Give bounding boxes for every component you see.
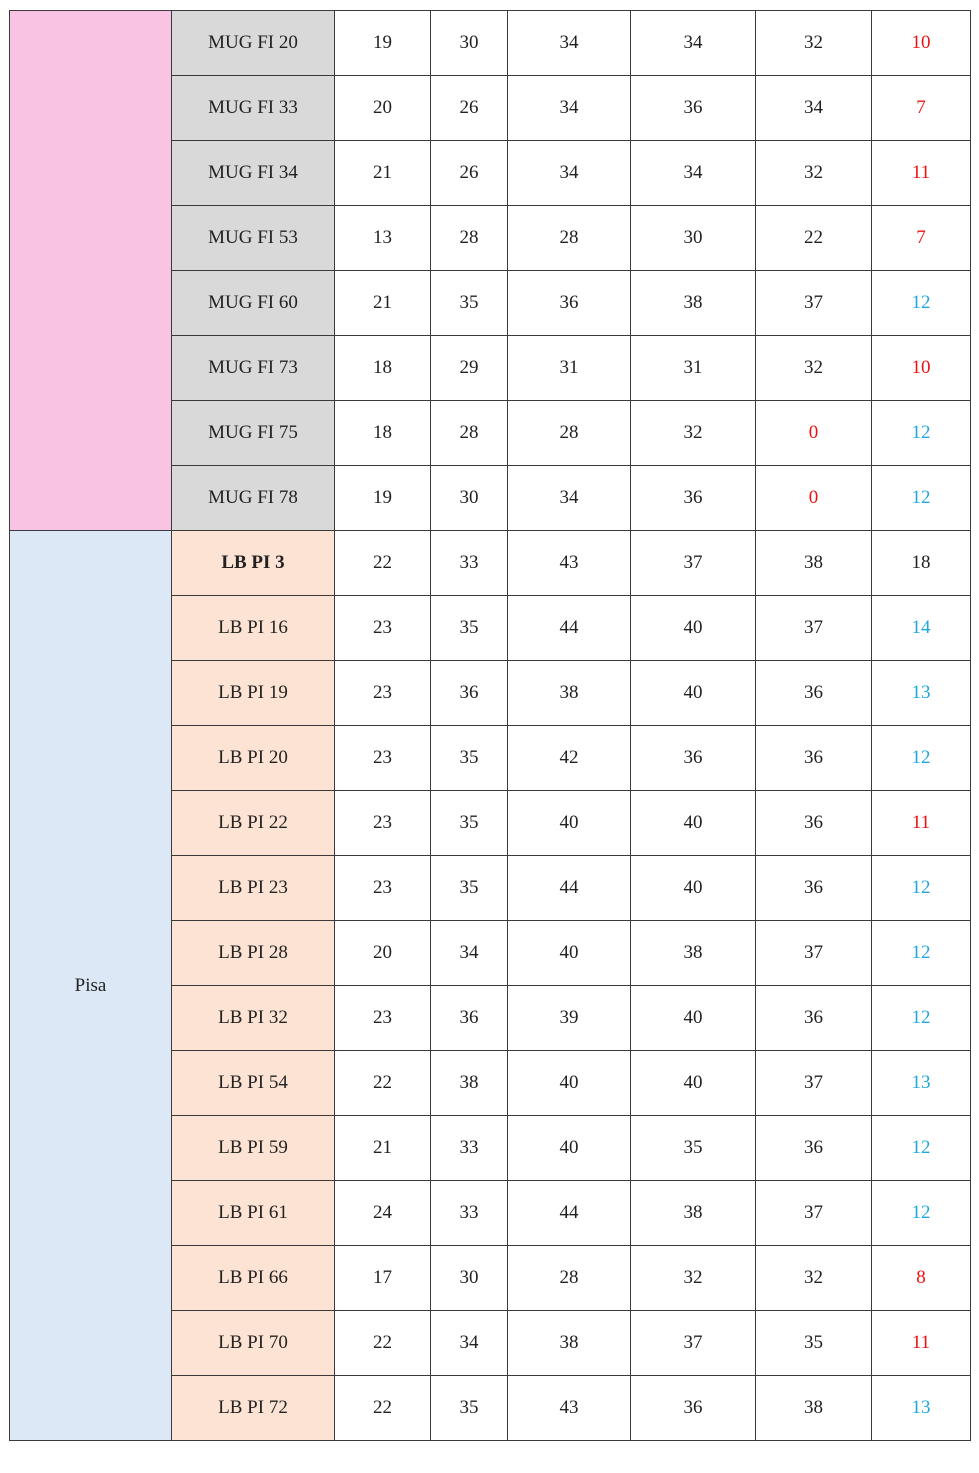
value-cell: 21 [335, 141, 431, 206]
sample-name-cell: LB PI 72 [172, 1376, 335, 1441]
value-cell: 43 [508, 1376, 631, 1441]
value-cell: 32 [631, 1246, 756, 1311]
value-cell: 32 [631, 401, 756, 466]
value-cell: 13 [335, 206, 431, 271]
value-cell: 40 [508, 1051, 631, 1116]
value-cell: 36 [756, 726, 872, 791]
value-cell: 30 [431, 11, 508, 76]
value-cell: 42 [508, 726, 631, 791]
sample-name-cell: MUG FI 20 [172, 11, 335, 76]
value-cell: 35 [431, 271, 508, 336]
value-cell: 13 [872, 661, 971, 726]
sample-name-cell: MUG FI 78 [172, 466, 335, 531]
value-cell: 12 [872, 986, 971, 1051]
value-cell: 20 [335, 921, 431, 986]
value-cell: 23 [335, 986, 431, 1051]
value-cell: 28 [508, 1246, 631, 1311]
sample-name-cell: LB PI 20 [172, 726, 335, 791]
value-cell: 11 [872, 141, 971, 206]
value-cell: 35 [431, 726, 508, 791]
value-cell: 36 [508, 271, 631, 336]
value-cell: 13 [872, 1376, 971, 1441]
sample-name-cell: LB PI 70 [172, 1311, 335, 1376]
data-table [9, 10, 971, 1441]
value-cell: 34 [431, 921, 508, 986]
value-cell: 28 [508, 206, 631, 271]
value-cell: 40 [631, 791, 756, 856]
value-cell: 28 [431, 206, 508, 271]
sample-name-cell: LB PI 66 [172, 1246, 335, 1311]
value-cell: 33 [431, 1181, 508, 1246]
sample-name-cell: LB PI 28 [172, 921, 335, 986]
value-cell: 28 [431, 401, 508, 466]
value-cell: 40 [508, 791, 631, 856]
value-cell: 10 [872, 336, 971, 401]
value-cell: 37 [756, 271, 872, 336]
group-label-cell [10, 11, 172, 531]
table-body [10, 11, 971, 1441]
value-cell: 44 [508, 1181, 631, 1246]
value-cell: 19 [335, 466, 431, 531]
value-cell: 13 [872, 1051, 971, 1116]
value-cell: 37 [756, 596, 872, 661]
value-cell: 32 [756, 141, 872, 206]
value-cell: 31 [508, 336, 631, 401]
value-cell: 37 [631, 1311, 756, 1376]
value-cell: 35 [431, 791, 508, 856]
value-cell: 23 [335, 596, 431, 661]
value-cell: 11 [872, 1311, 971, 1376]
value-cell: 26 [431, 141, 508, 206]
value-cell: 7 [872, 206, 971, 271]
table-row [10, 11, 971, 76]
value-cell: 32 [756, 1246, 872, 1311]
value-cell: 29 [431, 336, 508, 401]
value-cell: 35 [756, 1311, 872, 1376]
value-cell: 12 [872, 1181, 971, 1246]
value-cell: 37 [631, 531, 756, 596]
value-cell: 34 [431, 1311, 508, 1376]
value-cell: 38 [631, 921, 756, 986]
value-cell: 38 [431, 1051, 508, 1116]
sample-name-cell: MUG FI 53 [172, 206, 335, 271]
value-cell: 18 [872, 531, 971, 596]
value-cell: 0 [756, 466, 872, 531]
value-cell: 40 [508, 1116, 631, 1181]
value-cell: 34 [508, 466, 631, 531]
value-cell: 23 [335, 856, 431, 921]
value-cell: 30 [631, 206, 756, 271]
value-cell: 0 [756, 401, 872, 466]
value-cell: 34 [631, 141, 756, 206]
sample-name-cell: LB PI 19 [172, 661, 335, 726]
value-cell: 23 [335, 661, 431, 726]
value-cell: 36 [631, 466, 756, 531]
sample-name-cell: LB PI 3 [172, 531, 335, 596]
value-cell: 19 [335, 11, 431, 76]
value-cell: 44 [508, 596, 631, 661]
sample-name-cell: LB PI 32 [172, 986, 335, 1051]
value-cell: 36 [631, 76, 756, 141]
value-cell: 40 [631, 661, 756, 726]
value-cell: 32 [756, 11, 872, 76]
value-cell: 37 [756, 921, 872, 986]
value-cell: 38 [508, 1311, 631, 1376]
value-cell: 35 [631, 1116, 756, 1181]
value-cell: 32 [756, 336, 872, 401]
value-cell: 12 [872, 466, 971, 531]
value-cell: 40 [508, 921, 631, 986]
value-cell: 33 [431, 531, 508, 596]
sample-name-cell: MUG FI 34 [172, 141, 335, 206]
value-cell: 38 [756, 1376, 872, 1441]
value-cell: 22 [335, 1376, 431, 1441]
value-cell: 34 [508, 141, 631, 206]
value-cell: 28 [508, 401, 631, 466]
value-cell: 23 [335, 791, 431, 856]
value-cell: 30 [431, 466, 508, 531]
value-cell: 36 [631, 726, 756, 791]
value-cell: 24 [335, 1181, 431, 1246]
value-cell: 36 [756, 661, 872, 726]
value-cell: 21 [335, 271, 431, 336]
value-cell: 38 [631, 1181, 756, 1246]
sample-name-cell: MUG FI 73 [172, 336, 335, 401]
value-cell: 18 [335, 336, 431, 401]
value-cell: 35 [431, 596, 508, 661]
value-cell: 12 [872, 856, 971, 921]
value-cell: 12 [872, 726, 971, 791]
value-cell: 40 [631, 986, 756, 1051]
value-cell: 35 [431, 856, 508, 921]
value-cell: 12 [872, 271, 971, 336]
value-cell: 36 [756, 791, 872, 856]
value-cell: 36 [756, 986, 872, 1051]
sample-name-cell: LB PI 16 [172, 596, 335, 661]
value-cell: 34 [508, 11, 631, 76]
value-cell: 12 [872, 921, 971, 986]
value-cell: 23 [335, 726, 431, 791]
value-cell: 8 [872, 1246, 971, 1311]
value-cell: 34 [756, 76, 872, 141]
group-label-cell: Pisa [10, 531, 172, 1441]
value-cell: 26 [431, 76, 508, 141]
value-cell: 38 [508, 661, 631, 726]
sample-name-cell: MUG FI 60 [172, 271, 335, 336]
value-cell: 36 [756, 856, 872, 921]
sample-name-cell: MUG FI 75 [172, 401, 335, 466]
value-cell: 22 [335, 1051, 431, 1116]
value-cell: 21 [335, 1116, 431, 1181]
value-cell: 36 [631, 1376, 756, 1441]
value-cell: 43 [508, 531, 631, 596]
value-cell: 44 [508, 856, 631, 921]
value-cell: 11 [872, 791, 971, 856]
value-cell: 14 [872, 596, 971, 661]
value-cell: 38 [756, 531, 872, 596]
value-cell: 40 [631, 596, 756, 661]
sample-name-cell: LB PI 59 [172, 1116, 335, 1181]
value-cell: 20 [335, 76, 431, 141]
value-cell: 22 [335, 1311, 431, 1376]
value-cell: 18 [335, 401, 431, 466]
value-cell: 37 [756, 1051, 872, 1116]
value-cell: 36 [756, 1116, 872, 1181]
value-cell: 10 [872, 11, 971, 76]
value-cell: 40 [631, 1051, 756, 1116]
value-cell: 7 [872, 76, 971, 141]
value-cell: 31 [631, 336, 756, 401]
sample-name-cell: MUG FI 33 [172, 76, 335, 141]
value-cell: 37 [756, 1181, 872, 1246]
value-cell: 17 [335, 1246, 431, 1311]
table-row [10, 531, 971, 596]
value-cell: 34 [631, 11, 756, 76]
sample-name-cell: LB PI 54 [172, 1051, 335, 1116]
value-cell: 12 [872, 401, 971, 466]
value-cell: 39 [508, 986, 631, 1051]
value-cell: 40 [631, 856, 756, 921]
value-cell: 36 [431, 661, 508, 726]
value-cell: 34 [508, 76, 631, 141]
value-cell: 36 [431, 986, 508, 1051]
value-cell: 22 [335, 531, 431, 596]
value-cell: 22 [756, 206, 872, 271]
value-cell: 35 [431, 1376, 508, 1441]
sample-name-cell: LB PI 22 [172, 791, 335, 856]
value-cell: 30 [431, 1246, 508, 1311]
sample-name-cell: LB PI 61 [172, 1181, 335, 1246]
value-cell: 33 [431, 1116, 508, 1181]
value-cell: 12 [872, 1116, 971, 1181]
value-cell: 38 [631, 271, 756, 336]
sample-name-cell: LB PI 23 [172, 856, 335, 921]
